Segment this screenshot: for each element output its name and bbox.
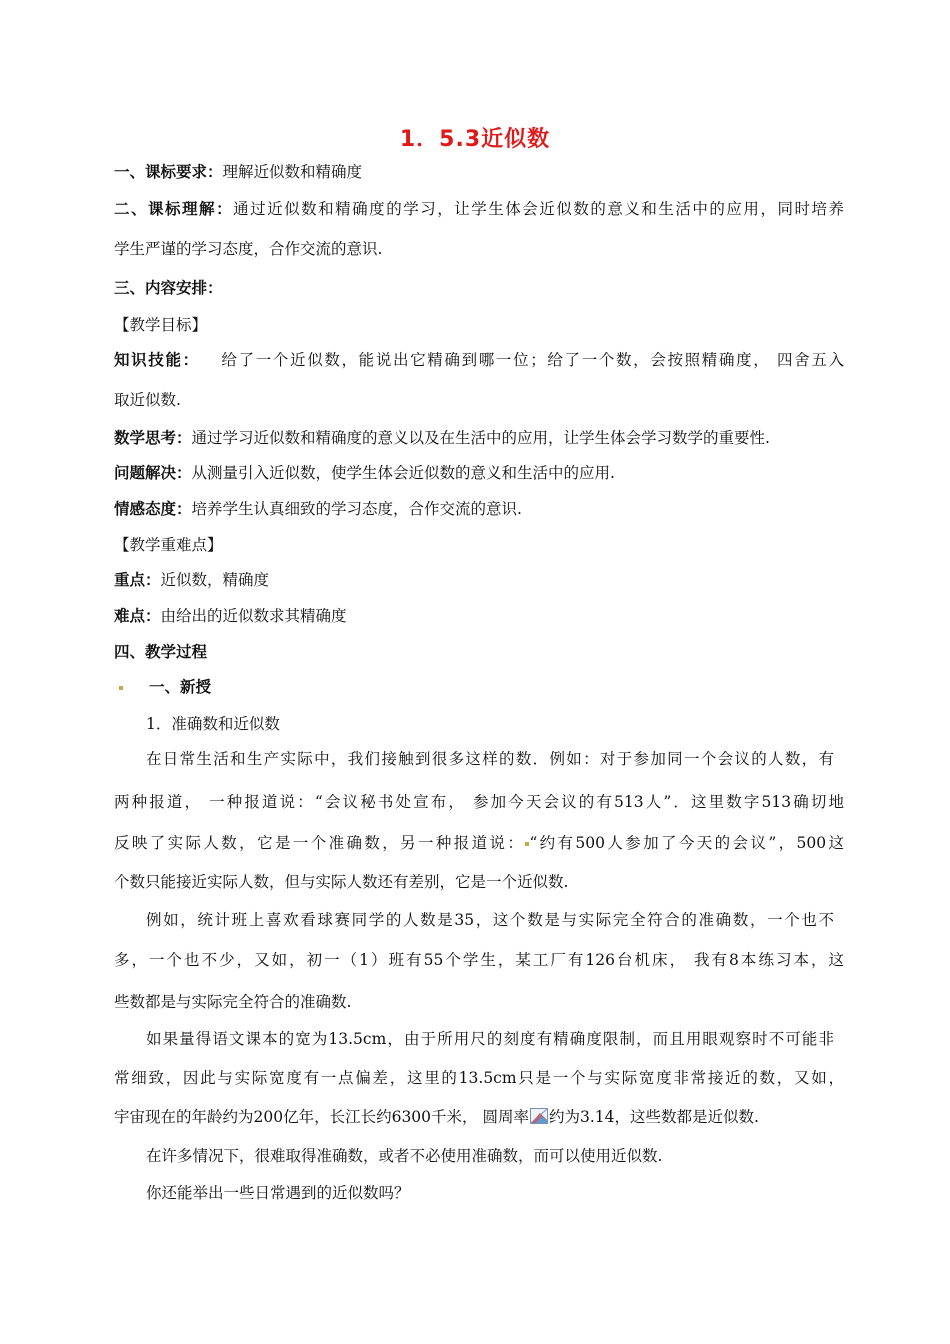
paragraph-line <box>114 1107 844 1127</box>
paragraph-text: 反映了实际人数，它是一个准确数，另一种报道说： <box>114 834 526 852</box>
key-point <box>114 570 844 590</box>
paragraph-line: 在日常生活和生产实际中，我们接触到很多这样的数．例如：对于参加同一个会议的人数，有 <box>146 750 834 768</box>
emotional-attitude <box>114 499 844 519</box>
attitude-label: 情感态度： <box>114 500 192 518</box>
math-thinking <box>114 428 844 448</box>
problem-solving-text: 从测量引入近似数，使学生体会近似数的意义和生活中的应用. <box>191 464 615 482</box>
paragraph-line: 个数只能接近实际人数，但与实际人数还有差别，它是一个近似数. <box>114 873 569 891</box>
problem-solving-label: 问题解决： <box>114 464 192 482</box>
paragraph-line: 你还能举出一些日常遇到的近似数吗？ <box>146 1184 410 1202</box>
section-text-continued: 学生严谨的学习态度，合作交流的意识. <box>114 240 383 258</box>
section-content-arrangement: 三、内容安排： <box>114 279 223 297</box>
paragraph-line: 例如，统计班上喜欢看球赛同学的人数是35，这个数是与实际完全符合的准确数，一个也不 <box>146 911 834 929</box>
knowledge-text: 给了一个近似数，能说出它精确到哪一位；给了一个数，会按照精确度， 四舍五入 <box>219 351 844 369</box>
section-curriculum-understanding <box>114 199 844 219</box>
problem-solving <box>114 463 844 483</box>
section-text: 通过近似数和精确度的学习，让学生体会近似数的意义和生活中的应用，同时培养 <box>233 200 844 218</box>
knowledge-skills <box>114 350 844 370</box>
broken-image-icon <box>530 1108 548 1124</box>
paragraph-line: 两种报道， 一种报道说：“会议秘书处宣布， 参加今天会议的有513人”．这里数字513确切地 <box>114 793 844 811</box>
section-label: 一、课标要求： <box>114 163 223 181</box>
section-teaching-process: 四、教学过程 <box>114 643 208 661</box>
difficult-label: 难点： <box>114 607 161 625</box>
section-curriculum-requirements <box>114 162 844 182</box>
paragraph-line: 多，一个也不少，又如，初一（1）班有55个学生，某工厂有126台机床， 我有8本练习本，这 <box>114 951 844 969</box>
paragraph-text: 约为3.14，这些数都是近似数. <box>548 1108 759 1126</box>
paragraph-line: 些数都是与实际完全符合的准确数. <box>114 993 352 1011</box>
new-teaching-heading <box>119 677 849 697</box>
bullet-mark-icon <box>119 686 123 690</box>
paragraph-text: 宇宙现在的年龄约为200亿年，长江长约6300千米， 圆周率 <box>114 1108 529 1126</box>
difficult-point <box>114 606 844 626</box>
paragraph-line: 常细致，因此与实际宽度有一点偏差，这里的13.5cm只是一个与实际宽度非常接近的数，又如， <box>114 1069 844 1087</box>
subheading-exact-approx: 1．准确数和近似数 <box>146 715 280 733</box>
knowledge-label: 知识技能： <box>114 351 200 369</box>
knowledge-text-continued: 取近似数. <box>114 391 181 409</box>
page-title: 1．5.3近似数 <box>399 127 551 152</box>
section-label: 二、课标理解： <box>114 200 234 218</box>
new-teaching-label: 一、新授 <box>149 678 212 696</box>
paragraph-line: 在许多情况下，很难取得准确数，或者不必使用准确数，而可以使用近似数. <box>146 1147 663 1165</box>
key-label: 重点： <box>114 571 161 589</box>
paragraph-line <box>114 833 844 853</box>
section-text: 理解近似数和精确度 <box>222 163 363 181</box>
math-thinking-label: 数学思考： <box>114 429 192 447</box>
objectives-heading: 【教学目标】 <box>114 316 208 334</box>
difficult-text: 由给出的近似数求其精确度 <box>160 607 347 625</box>
paragraph-line: 如果量得语文课本的宽为13.5cm，由于所用尺的刻度有精确度限制，而且用眼观察时不可能非 <box>146 1030 834 1048</box>
key-text: 近似数，精确度 <box>160 571 270 589</box>
math-thinking-text: 通过学习近似数和精确度的意义以及在生活中的应用，让学生体会学习数学的重要性. <box>191 429 770 447</box>
key-difficult-heading: 【教学重难点】 <box>114 536 223 554</box>
paragraph-text: “约有500人参加了今天的会议”，500这 <box>529 834 844 852</box>
attitude-text: 培养学生认真细致的学习态度，合作交流的意识. <box>191 500 522 518</box>
